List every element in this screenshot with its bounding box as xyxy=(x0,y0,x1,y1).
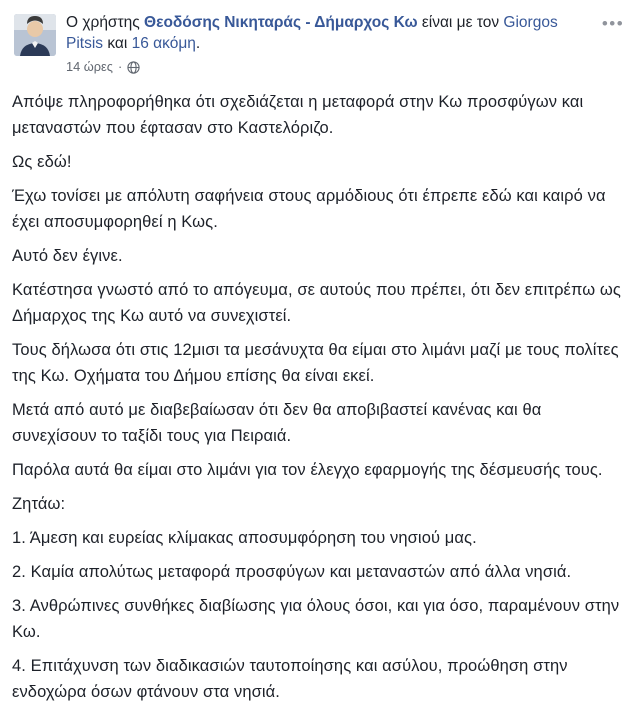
meta-separator: · xyxy=(117,59,123,74)
post-paragraph: Παρόλα αυτά θα είμαι στο λιμάνι για τον έλεγχο εφαρμογής της δέσμευσής τους. xyxy=(12,461,603,479)
tagged-person-link[interactable]: Giorgos Pitsis xyxy=(66,14,558,52)
avatar-image xyxy=(14,14,56,56)
post-paragraph: 3. Ανθρώπινες συνθήκες διαβίωσης για όλους όσοι, και για όσο, παραμένουν στην Κω. xyxy=(12,597,620,641)
post-meta xyxy=(66,58,590,75)
post-byline xyxy=(66,12,590,54)
post-options-menu-button[interactable] xyxy=(600,14,626,34)
post-message-body xyxy=(0,79,640,717)
post-paragraph: Απόψε πληροφορήθηκα ότι σχεδιάζεται η μεταφορά στην Κω προσφύγων και μεταναστών που έφτασαν στο Καστελόριζο. xyxy=(12,93,584,137)
post-byline-block xyxy=(56,12,600,75)
post-paragraph: Τους δήλωσα ότι στις 12μισι τα μεσάνυχτα θα είμαι στο λιμάνι μαζί με τους πολίτες της Κω. Οχήματα του Δήμου επίσης θα είναι εκεί. xyxy=(12,341,619,385)
byline-suffix: . xyxy=(195,35,201,52)
post-paragraph: 4. Επιτάχυνση των διαδικασιών ταυτοποίησης και ασύλου, προώθηση στην ενδοχώρα όσων φτάνουν στα νησιά. xyxy=(12,657,568,701)
post-paragraph: Ως εδώ! xyxy=(12,153,72,171)
post-paragraph: Μετά από αυτό με διαβεβαίωσαν ότι δεν θα αποβιβαστεί κανένας και θα συνεχίσουν το ταξίδι τους για Πειραιά. xyxy=(12,401,542,445)
post-paragraph: Αυτό δεν έγινε. xyxy=(12,247,123,265)
byline-prefix: Ο χρήστης xyxy=(66,14,145,31)
author-name-link[interactable]: Θεοδόσης Νικηταράς - Δήμαρχος Κω xyxy=(144,14,418,31)
avatar[interactable] xyxy=(14,14,56,56)
others-count-link[interactable]: 16 ακόμη xyxy=(131,35,196,52)
ellipsis-icon: ••• xyxy=(601,14,625,33)
byline-middle: είναι με τον xyxy=(417,14,504,31)
post-paragraph: Έχω τονίσει με απόλυτη σαφήνεια στους αρμόδιους ότι έπρεπε εδώ και καιρό να έχει αποσυμφορηθεί η Κως. xyxy=(12,187,606,231)
post-header xyxy=(0,0,640,79)
byline-conjunction: και xyxy=(103,35,132,52)
post-paragraph: 1. Άμεση και ευρείας κλίμακας αποσυμφόρηση του νησιού μας. xyxy=(12,529,477,547)
globe-icon[interactable] xyxy=(127,61,140,74)
timestamp[interactable]: 14 ώρες xyxy=(66,59,113,74)
post-paragraph: 2. Καμία απολύτως μεταφορά προσφύγων και μεταναστών από άλλα νησιά. xyxy=(12,563,572,581)
post-paragraph: Ζητάω: xyxy=(12,495,66,513)
post-paragraph: Κατέστησα γνωστό από το απόγευμα, σε αυτούς που πρέπει, ότι δεν επιτρέπω ως Δήμαρχος της Κω αυτό να συνεχιστεί. xyxy=(12,281,621,325)
